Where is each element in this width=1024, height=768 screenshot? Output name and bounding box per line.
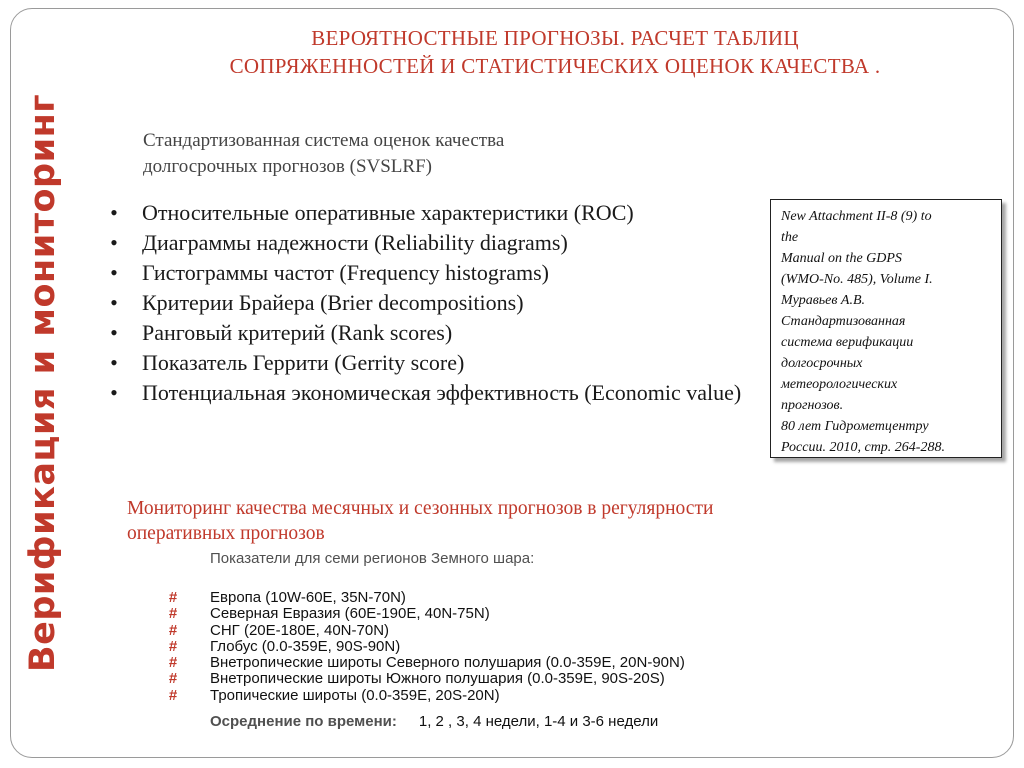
bullet-icon: • [110,380,118,405]
reference-line: России. 2010, стр. 264-288. [781,440,945,455]
reference-line: (WMO-No. 485), Volume I. [781,272,933,287]
list-item [166,623,866,639]
reference-line: прогнозов. [781,398,844,413]
list-item [166,655,866,671]
metrics-list [104,198,744,408]
reference-box [770,199,1002,458]
page-title-line: СОПРЯЖЕННОСТЕЙ И СТАТИСТИЧЕСКИХ ОЦЕНОК КАЧЕСТВА . [229,54,881,78]
monitoring-heading-line: Мониторинг качества месячных и сезонных прогнозов в регулярности [127,498,714,519]
bullet-icon: • [110,260,118,285]
list-item-text: Гистограммы частот (Frequency histograms) [142,260,549,285]
hash-icon: # [168,589,178,606]
list-item-text: Относительные оперативные характеристики (ROC) [142,200,634,225]
list-item-text: Диаграммы надежности (Reliability diagrams) [142,230,568,255]
subtitle-line: долгосрочных прогнозов (SVSLRF) [143,156,432,177]
monitoring-heading [127,496,987,546]
list-item [166,606,866,622]
list-item [166,671,866,687]
region-text: Северная Евразия (60E-190E, 40N-75N) [210,605,490,623]
list-item [104,258,744,288]
averaging-value: 1, 2 , 3, 4 недели, 1-4 и 3-6 недели [418,713,659,730]
bullet-icon: • [110,320,118,345]
page-title-line: ВЕРОЯТНОСТНЫЕ ПРОГНОЗЫ. РАСЧЕТ ТАБЛИЦ [311,26,799,50]
reference-line: 80 лет Гидрометцентру [781,419,929,434]
list-item [104,348,744,378]
reference-line: метеорологических [781,377,898,392]
sidebar [14,8,72,758]
region-text: Внетропические широты Южного полушария (0.0-359E, 90S-20S) [210,670,665,688]
regions-list [166,590,866,704]
averaging-label: Осреднение по времени: [210,713,397,730]
list-item-text: Показатель Геррити (Gerrity score) [142,350,465,375]
bullet-icon: • [110,200,118,225]
reference-line: the [781,230,799,245]
subtitle-line: Стандартизованная система оценок качества [143,130,505,151]
list-item [104,378,744,408]
region-text: Европа (10W-60E, 35N-70N) [210,589,406,606]
averaging-row [210,713,658,730]
subtitle [143,128,703,180]
reference-line: долгосрочных [781,356,863,371]
region-text: Внетропические широты Северного полушария (0.0-359E, 20N-90N) [210,654,685,672]
reference-line: New Attachment II-8 (9) to [781,209,932,224]
list-item-text: Ранговый критерий (Rank scores) [142,320,453,345]
hash-icon: # [168,605,178,623]
hash-icon: # [168,670,178,688]
reference-line: система верификации [781,335,914,350]
hash-icon: # [168,686,178,704]
region-text: СНГ (20E-180E, 40N-70N) [210,621,390,639]
list-item-text: Критерии Брайера (Brier decompositions) [142,290,524,315]
bullet-icon: • [110,290,118,315]
list-item [166,590,866,606]
list-item [104,318,744,348]
list-item-text: Потенциальная экономическая эффективность (Economic value) [142,380,742,405]
monitoring-heading-line: оперативных прогнозов [127,523,325,544]
reference-line: Стандартизованная [781,314,906,329]
regions-caption-text: Показатели для семи регионов Земного шара [210,550,531,567]
reference-line: Муравьев А.В. [781,293,866,308]
list-item [104,228,744,258]
region-text: Глобус (0.0-359E, 90S-90N) [210,637,401,655]
sidebar-title: Верификация и мониторинг [23,93,63,673]
bullet-icon: • [110,230,118,255]
regions-caption [210,550,534,567]
list-item [104,198,744,228]
list-item [104,288,744,318]
bullet-icon: • [110,350,118,375]
reference-line: Manual on the GDPS [781,251,902,266]
region-text: Тропические широты (0.0-359E, 20S-20N) [210,686,500,704]
regions-caption-suffix: : [530,550,535,567]
hash-icon: # [168,621,178,639]
list-item [166,639,866,655]
page-title [90,24,1020,80]
list-item [166,688,866,704]
hash-icon: # [168,654,178,672]
hash-icon: # [168,637,178,655]
